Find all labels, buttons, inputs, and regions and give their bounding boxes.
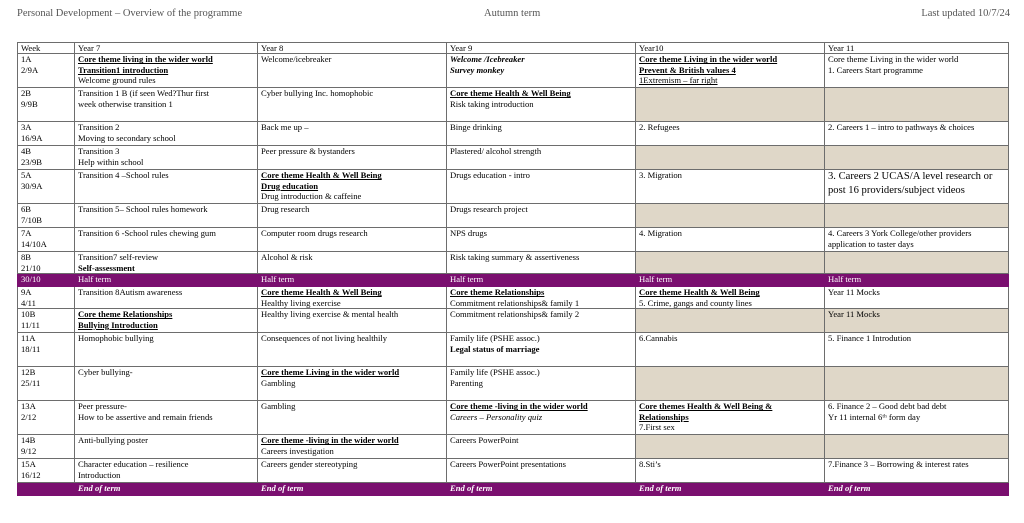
cell-y7 xyxy=(75,309,258,333)
week-label: 9A xyxy=(21,287,32,298)
cell-line: week otherwise transition 1 xyxy=(78,98,173,109)
cell-line: End of term xyxy=(450,483,493,494)
cell-line: Bullying Introduction xyxy=(78,319,158,330)
cell-y9 xyxy=(447,204,636,228)
cell-line: Parenting xyxy=(450,377,483,388)
column-header-week: Week xyxy=(18,43,75,54)
cell-y8 xyxy=(258,252,447,274)
cell-y11 xyxy=(825,170,1009,204)
cell-line: 5. Finance 1 Introdution xyxy=(828,333,912,344)
cell-line: Introduction xyxy=(78,469,121,480)
table-row xyxy=(18,435,1009,459)
week-cell xyxy=(18,146,75,170)
cell-line: Moving to secondary school xyxy=(78,132,176,143)
cell-y11 xyxy=(825,54,1009,88)
table-row xyxy=(18,333,1009,367)
cell-y7 xyxy=(75,88,258,122)
cell-line: Legal status of marriage xyxy=(450,343,540,354)
cell-line: 1Extremism – far right xyxy=(639,75,718,86)
cell-y8 xyxy=(258,122,447,146)
cell-line: Core theme Living in the wider world xyxy=(639,54,778,65)
cell-line: Year 11 Mocks xyxy=(828,287,880,298)
table-row xyxy=(18,401,1009,435)
cell-line: Core theme Relationships xyxy=(78,309,173,320)
cell-y7 xyxy=(75,122,258,146)
week-label: 5A xyxy=(21,170,32,181)
week-label: 7/10B xyxy=(21,214,43,225)
cell-line: Welcome /Icebreaker xyxy=(450,54,525,65)
column-header-year7: Year 7 xyxy=(75,43,258,54)
cell-y10 xyxy=(636,54,825,88)
cell-line: 4. Careers 3 York College/other providers xyxy=(828,228,972,239)
cell-y9 xyxy=(447,122,636,146)
half-term-row xyxy=(18,274,1009,287)
week-label: 6B xyxy=(21,204,32,215)
cell-line: 4. Migration xyxy=(639,228,682,239)
table-body xyxy=(18,54,1009,496)
cell-line: Core theme -living in the wider world xyxy=(450,401,588,412)
cell-line: Transition1 introduction xyxy=(78,64,169,75)
cell-y11 xyxy=(825,88,1009,122)
cell-y8 xyxy=(258,228,447,252)
cell-line: End of term xyxy=(639,483,682,494)
cell-y11 xyxy=(825,228,1009,252)
cell-y10 xyxy=(636,170,825,204)
cell-line: Half term xyxy=(828,274,862,285)
programme-table xyxy=(17,42,1009,496)
cell-line: Binge drinking xyxy=(450,122,502,133)
cell-line: Core theme living in the wider world xyxy=(78,54,213,65)
table-row xyxy=(18,204,1009,228)
cell-y10 xyxy=(636,88,825,122)
cell-y9 xyxy=(447,274,636,287)
cell-y8 xyxy=(258,88,447,122)
week-cell xyxy=(18,483,75,496)
cell-line: 5. Crime, gangs and county lines xyxy=(639,297,752,308)
week-label: 7A xyxy=(21,228,32,239)
cell-y11 xyxy=(825,459,1009,483)
cell-y8 xyxy=(258,483,447,496)
cell-y9 xyxy=(447,401,636,435)
cell-line: Relationships xyxy=(639,411,689,422)
week-label: 13A xyxy=(21,401,36,412)
cell-y8 xyxy=(258,54,447,88)
cell-y10 xyxy=(636,401,825,435)
cell-y8 xyxy=(258,459,447,483)
cell-line: Transition7 self-review xyxy=(78,252,159,263)
cell-y10 xyxy=(636,287,825,309)
table-row xyxy=(18,146,1009,170)
cell-y10 xyxy=(636,435,825,459)
week-label: 4/11 xyxy=(21,297,36,308)
week-label: 25/11 xyxy=(21,377,41,388)
cell-line: Core theme Health & Well Being xyxy=(450,88,571,99)
cell-line: Peer pressure- xyxy=(78,401,127,412)
week-label: 10B xyxy=(21,309,36,320)
cell-y10 xyxy=(636,459,825,483)
cell-line: Healthy living exercise & mental health xyxy=(261,309,399,320)
week-cell xyxy=(18,435,75,459)
cell-line: Prevent & British values 4 xyxy=(639,64,736,75)
cell-y9 xyxy=(447,88,636,122)
cell-y10 xyxy=(636,367,825,401)
cell-line: Consequences of not living healthily xyxy=(261,333,388,344)
cell-line: Transition 6 -School rules chewing gum xyxy=(78,228,216,239)
cell-y11 xyxy=(825,483,1009,496)
document-header-left: Personal Development – Overview of the programme xyxy=(17,8,243,19)
cell-line: 3. Migration xyxy=(639,170,682,181)
cell-line: post 16 providers/subject videos xyxy=(828,184,965,196)
cell-line: Half term xyxy=(78,274,112,285)
cell-y8 xyxy=(258,274,447,287)
cell-line: Drugs research project xyxy=(450,204,528,215)
cell-line: Core theme Health & Well Being xyxy=(261,170,382,181)
cell-line: 7.First sex xyxy=(639,422,675,433)
cell-line: Drug research xyxy=(261,204,310,215)
cell-line: Gambling xyxy=(261,401,296,412)
cell-line: Careers investigation xyxy=(261,445,334,456)
cell-line: Commitment relationships& family 2 xyxy=(450,309,580,320)
week-cell xyxy=(18,309,75,333)
cell-line: application to taster days xyxy=(828,238,914,249)
cell-line: Transition 8Autism awareness xyxy=(78,287,183,298)
cell-line: Self-assessment xyxy=(78,262,135,273)
cell-y11 xyxy=(825,435,1009,459)
cell-line: Anti-bullying poster xyxy=(78,435,148,446)
cell-y8 xyxy=(258,435,447,459)
cell-y7 xyxy=(75,401,258,435)
cell-y9 xyxy=(447,483,636,496)
cell-line: Back me up – xyxy=(261,122,309,133)
cell-y8 xyxy=(258,204,447,228)
week-label: 4B xyxy=(21,146,32,157)
cell-line: Welcome ground rules xyxy=(78,75,156,86)
cell-line: Core theme Health & Well Being xyxy=(261,287,382,298)
cell-line: Half term xyxy=(450,274,484,285)
week-label: 23/9B xyxy=(21,156,43,167)
week-label: 30/9A xyxy=(21,180,43,191)
cell-y10 xyxy=(636,146,825,170)
cell-y9 xyxy=(447,170,636,204)
cell-line: Half term xyxy=(261,274,295,285)
table-row xyxy=(18,309,1009,333)
cell-line: Risk taking summary & assertiveness xyxy=(450,252,580,263)
cell-line: 8.Sti’s xyxy=(639,459,661,470)
cell-y11 xyxy=(825,274,1009,287)
week-label: 14B xyxy=(21,435,36,446)
cell-line: Cyber bullying- xyxy=(78,367,133,378)
cell-line: Computer room drugs research xyxy=(261,228,368,239)
cell-line: 7.Finance 3 – Borrowing & interest rates xyxy=(828,459,969,470)
cell-line: End of term xyxy=(828,483,871,494)
cell-y10 xyxy=(636,309,825,333)
cell-y9 xyxy=(447,146,636,170)
column-header-year8: Year 8 xyxy=(258,43,447,54)
cell-y11 xyxy=(825,401,1009,435)
cell-y11 xyxy=(825,146,1009,170)
week-label: 18/11 xyxy=(21,343,41,354)
cell-line: 3. Careers 2 UCAS/A level research or xyxy=(828,171,993,183)
cell-line: 6.Cannabis xyxy=(639,333,678,344)
cell-line: Core theme Health & Well Being xyxy=(639,287,760,298)
cell-y7 xyxy=(75,274,258,287)
cell-line: Careers PowerPoint presentations xyxy=(450,459,566,470)
cell-line: Half term xyxy=(639,274,673,285)
cell-line: Commitment relationships& family 1 xyxy=(450,297,580,308)
table-row xyxy=(18,170,1009,204)
week-label: 3A xyxy=(21,122,32,133)
cell-y8 xyxy=(258,170,447,204)
week-label: 1A xyxy=(21,54,32,65)
cell-line: NPS drugs xyxy=(450,228,488,239)
document-header-right: Last updated 10/7/24 xyxy=(921,8,1010,19)
cell-y9 xyxy=(447,228,636,252)
cell-line: Transition 3 xyxy=(78,146,120,157)
week-label: 8B xyxy=(21,252,32,263)
week-cell xyxy=(18,122,75,146)
week-cell xyxy=(18,88,75,122)
cell-line: How to be assertive and remain friends xyxy=(78,411,213,422)
cell-line: Plastered/ alcohol strength xyxy=(450,146,542,157)
cell-y7 xyxy=(75,435,258,459)
table-row xyxy=(18,122,1009,146)
cell-y11 xyxy=(825,367,1009,401)
table-row xyxy=(18,287,1009,309)
cell-y7 xyxy=(75,228,258,252)
cell-line: Welcome/icebreaker xyxy=(261,54,332,65)
table-header-row xyxy=(18,43,1009,54)
cell-line: Help within school xyxy=(78,156,144,167)
cell-y7 xyxy=(75,483,258,496)
column-header-year11: Year 11 xyxy=(825,43,1009,54)
cell-y11 xyxy=(825,309,1009,333)
cell-y9 xyxy=(447,367,636,401)
cell-line: End of term xyxy=(261,483,304,494)
cell-y11 xyxy=(825,287,1009,309)
cell-y10 xyxy=(636,483,825,496)
cell-line: Core theme Living in the wider world xyxy=(261,367,400,378)
cell-y7 xyxy=(75,146,258,170)
table-row xyxy=(18,252,1009,274)
cell-y9 xyxy=(447,435,636,459)
cell-y8 xyxy=(258,309,447,333)
week-cell xyxy=(18,204,75,228)
cell-line: Survey monkey xyxy=(450,64,505,75)
week-cell xyxy=(18,333,75,367)
cell-line: Core theme -living in the wider world xyxy=(261,435,399,446)
cell-y7 xyxy=(75,459,258,483)
cell-line: Drugs education - intro xyxy=(450,170,530,181)
week-label: 12B xyxy=(21,367,36,378)
cell-y10 xyxy=(636,204,825,228)
cell-y7 xyxy=(75,54,258,88)
cell-line: Transition 2 xyxy=(78,122,120,133)
cell-line: Character education – resilience xyxy=(78,459,189,470)
cell-line: Core theme Living in the wider world xyxy=(828,54,959,65)
cell-line: Core themes Health & Well Being & xyxy=(639,401,773,412)
cell-y7 xyxy=(75,252,258,274)
cell-line: Healthy living exercise xyxy=(261,297,341,308)
cell-y8 xyxy=(258,401,447,435)
week-label: 9/9B xyxy=(21,98,38,109)
cell-line: 1. Careers Start programme xyxy=(828,64,923,75)
week-label: 15A xyxy=(21,459,36,470)
week-label: 16/9A xyxy=(21,132,43,143)
cell-line: End of term xyxy=(78,483,121,494)
cell-line: Alcohol & risk xyxy=(261,252,313,263)
cell-line: Risk taking introduction xyxy=(450,98,534,109)
cell-y9 xyxy=(447,252,636,274)
cell-line: Transition 5– School rules homework xyxy=(78,204,208,215)
table-row xyxy=(18,88,1009,122)
week-label: 2/9A xyxy=(21,64,39,75)
document-header-center: Autumn term xyxy=(484,8,541,19)
cell-line: Drug introduction & caffeine xyxy=(261,191,362,202)
week-label: 14/10A xyxy=(21,238,47,249)
cell-line: Transition 4 –School rules xyxy=(78,170,169,181)
cell-y8 xyxy=(258,367,447,401)
cell-y7 xyxy=(75,287,258,309)
cell-line: Peer pressure & bystanders xyxy=(261,146,355,157)
end-of-term-row xyxy=(18,483,1009,496)
week-label: 30/10 xyxy=(21,274,41,285)
cell-y7 xyxy=(75,367,258,401)
week-cell xyxy=(18,287,75,309)
cell-line: 2. Refugees xyxy=(639,122,680,133)
cell-y10 xyxy=(636,333,825,367)
cell-y9 xyxy=(447,54,636,88)
table-row xyxy=(18,459,1009,483)
week-cell xyxy=(18,459,75,483)
cell-y8 xyxy=(258,146,447,170)
cell-y9 xyxy=(447,309,636,333)
table-row xyxy=(18,367,1009,401)
week-label: 9/12 xyxy=(21,445,37,456)
cell-y9 xyxy=(447,459,636,483)
week-cell xyxy=(18,228,75,252)
cell-line: Careers – Personality quiz xyxy=(450,411,543,422)
cell-y11 xyxy=(825,122,1009,146)
week-label: 21/10 xyxy=(21,262,41,273)
week-cell xyxy=(18,252,75,274)
cell-line: Year 11 Mocks xyxy=(828,309,880,320)
week-label: 11/11 xyxy=(21,319,40,330)
cell-y11 xyxy=(825,333,1009,367)
cell-line: Family life (PSHE assoc.) xyxy=(450,333,540,344)
cell-line: Drug education xyxy=(261,180,319,191)
cell-line: 6. Finance 2 – Good debt bad debt xyxy=(828,401,947,412)
cell-line: Careers gender stereotyping xyxy=(261,459,358,470)
week-cell xyxy=(18,274,75,287)
cell-y11 xyxy=(825,252,1009,274)
week-label: 11A xyxy=(21,333,36,344)
week-cell xyxy=(18,367,75,401)
cell-line: Cyber bullying Inc. homophobic xyxy=(261,88,374,99)
cell-y9 xyxy=(447,333,636,367)
week-cell xyxy=(18,401,75,435)
cell-y10 xyxy=(636,228,825,252)
cell-line: Transition 1 B (if seen Wed?Thur first xyxy=(78,88,210,99)
cell-y8 xyxy=(258,287,447,309)
cell-line: Core theme Relationships xyxy=(450,287,545,298)
week-label: 2/12 xyxy=(21,411,37,422)
cell-line: Gambling xyxy=(261,377,296,388)
week-cell xyxy=(18,170,75,204)
cell-y9 xyxy=(447,287,636,309)
table-row xyxy=(18,54,1009,88)
week-label: 2B xyxy=(21,88,32,99)
cell-line: Yr 11 internal 6ᵗʰ form day xyxy=(828,411,921,422)
cell-y10 xyxy=(636,274,825,287)
cell-line: Careers PowerPoint xyxy=(450,435,519,446)
cell-y10 xyxy=(636,122,825,146)
cell-line: 2. Careers 1 – intro to pathways & choices xyxy=(828,122,975,133)
week-label: 16/12 xyxy=(21,469,41,480)
week-cell xyxy=(18,54,75,88)
table-row xyxy=(18,228,1009,252)
cell-line: Homophobic bullying xyxy=(78,333,154,344)
cell-y7 xyxy=(75,204,258,228)
cell-y8 xyxy=(258,333,447,367)
column-header-year10: Year10 xyxy=(636,43,825,54)
column-header-year9: Year 9 xyxy=(447,43,636,54)
cell-y10 xyxy=(636,252,825,274)
cell-line: Family life (PSHE assoc.) xyxy=(450,367,540,378)
cell-y7 xyxy=(75,333,258,367)
cell-y11 xyxy=(825,204,1009,228)
cell-y7 xyxy=(75,170,258,204)
